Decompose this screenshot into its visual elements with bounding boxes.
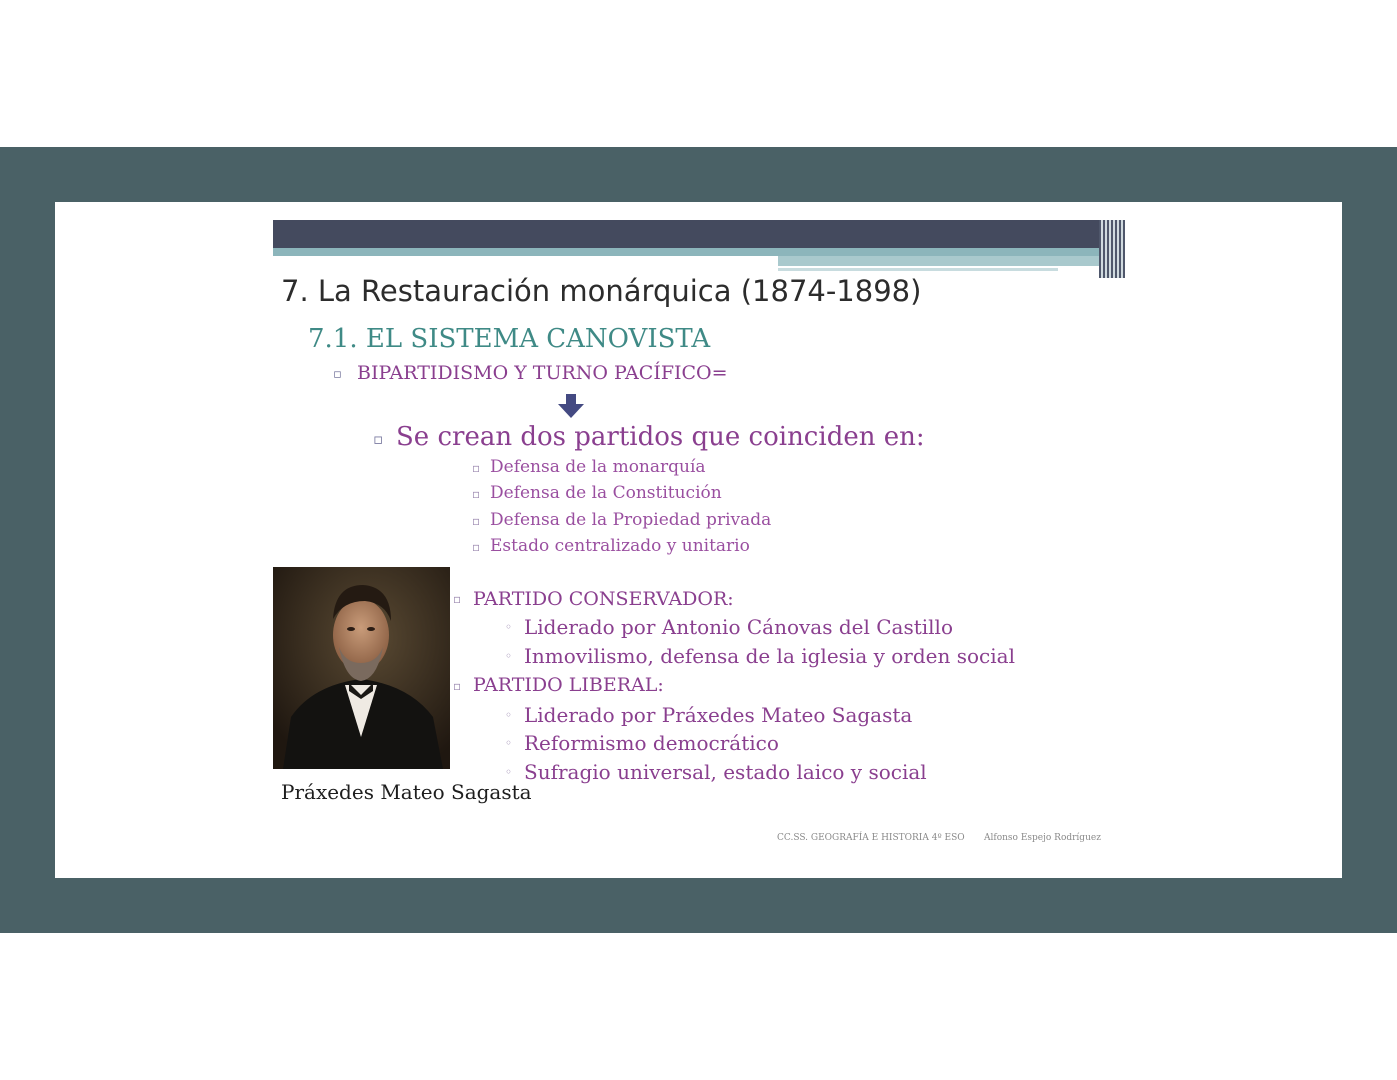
bullet-dot-icon: ▫ [472, 487, 481, 501]
header-decoration [273, 220, 1125, 280]
list-item: Defensa de la monarquía [490, 457, 706, 477]
header-bar-stripes [1099, 220, 1125, 278]
bullet-dot-icon: ▫ [472, 540, 481, 554]
portrait-caption: Práxedes Mateo Sagasta [281, 780, 532, 804]
square-bullet-icon: ▫ [373, 430, 384, 448]
header-bar-teal-secondary [778, 256, 1103, 266]
list-item: Liderado por Práxedes Mateo Sagasta [524, 703, 913, 727]
bullet-dot-icon: ◦ [505, 649, 513, 663]
slide-title: 7. La Restauración monárquica (1874-1898) [281, 274, 922, 308]
bullet-dot-icon: ▫ [472, 514, 481, 528]
bullet-dot-icon: ◦ [505, 765, 513, 779]
party-liberal-label: PARTIDO LIBERAL: [473, 674, 664, 696]
slide [55, 202, 1342, 878]
bullet-dot-icon: ◦ [505, 620, 513, 634]
list-item: Reformismo democrático [524, 731, 779, 755]
list-item: Sufragio universal, estado laico y social [524, 760, 927, 784]
footer-course: CC.SS. GEOGRAFÍA E HISTORIA 4º ESO [777, 833, 965, 843]
header-bar-line [778, 268, 1058, 271]
header-bar-dark [273, 220, 1103, 248]
list-item: Estado centralizado y unitario [490, 536, 750, 556]
slide-subtitle: 7.1. EL SISTEMA CANOVISTA [308, 324, 711, 354]
header-bar-teal [273, 248, 1103, 256]
portrait-illustration [273, 567, 450, 769]
square-bullet-icon: ▫ [333, 367, 342, 382]
list-item: Defensa de la Constitución [490, 483, 722, 503]
list-item: Defensa de la Propiedad privada [490, 510, 772, 530]
footer-author: Alfonso Espejo Rodríguez [984, 833, 1101, 843]
bullet-dot-icon: ◦ [505, 736, 513, 750]
down-arrow-icon [557, 392, 585, 420]
bullet-dot-icon: ▫ [472, 461, 481, 475]
list-item: Liderado por Antonio Cánovas del Castillo [524, 615, 953, 639]
bullet-bipartidismo: BIPARTIDISMO Y TURNO PACÍFICO= [357, 362, 728, 384]
bullet-dot-icon: ▫ [453, 679, 462, 693]
party-conservador-label: PARTIDO CONSERVADOR: [473, 588, 734, 610]
list-item: Inmovilismo, defensa de la iglesia y orden social [524, 644, 1015, 668]
bullet-dot-icon: ▫ [453, 592, 462, 606]
bullet-partidos: Se crean dos partidos que coinciden en: [396, 422, 925, 452]
portrait-image [273, 567, 450, 769]
bullet-dot-icon: ◦ [505, 708, 513, 722]
